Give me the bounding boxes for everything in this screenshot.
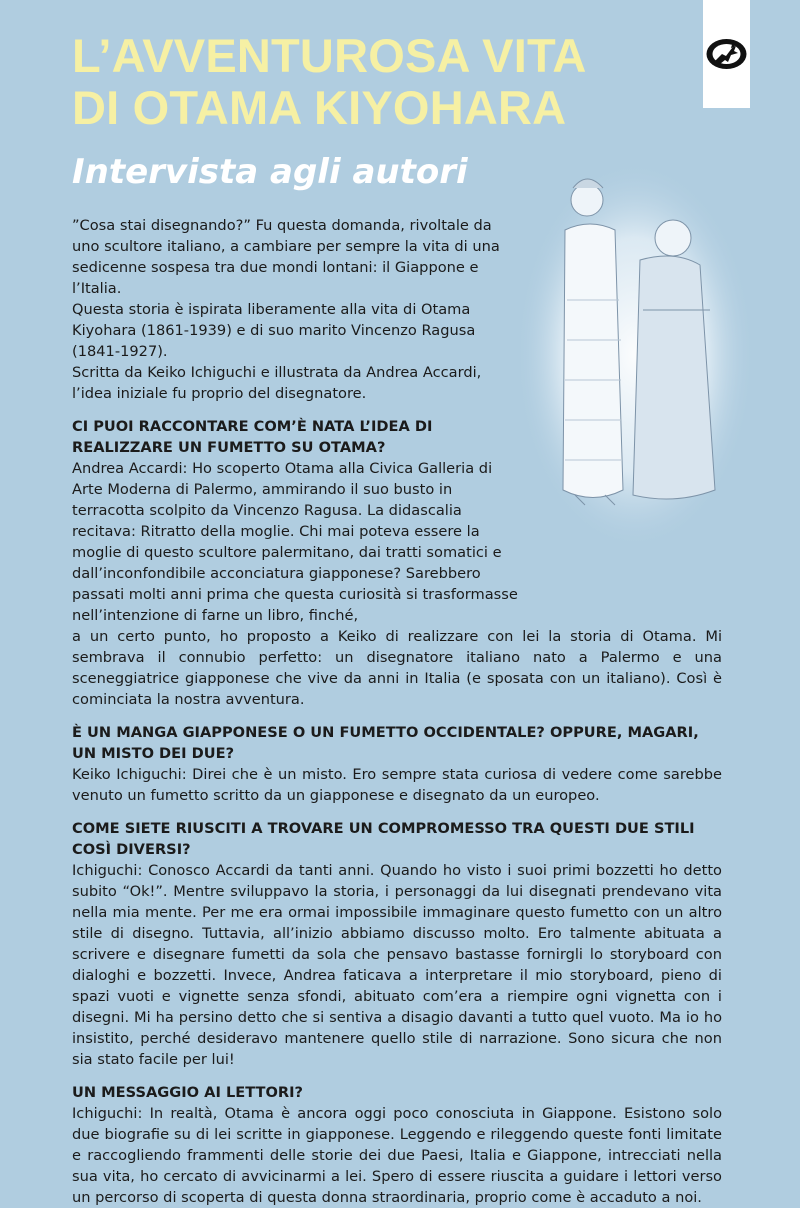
question-heading: COME SIETE RIUSCITI A TROVARE UN COMPROMESSO TRA QUESTI DUE STILI COSÌ DIVERSI? [72, 820, 695, 858]
question-heading: CI PUOI RACCONTARE COM’È NATA L’IDEA DI REALIZZARE UN FUMETTO SU OTAMA? [72, 418, 433, 456]
page-title [72, 30, 587, 134]
intro-paragraph: Scritta da Keiko Ichiguchi e illustrata da Andrea Accardi, l’idea iniziale fu proprio del disegnatore. [72, 364, 482, 402]
horse-rider-logo-icon [704, 36, 749, 72]
answer-paragraph: Ichiguchi: In realtà, Otama è ancora oggi poco conosciuta in Giappone. Esistono solo due biografie su di lei scritte in giapponese. Leggendo e rileggendo queste fonti limitate e raccogliendo frammenti delle storie dei due Paesi, Italia e Giappone, intrecciati nella sua vita, ho cercato di avvicinarmi a lei. Spero di essere riuscita a guidare i lettori verso un percorso di scoperta di questa donna straordinaria, proprio come è accaduto a noi. [72, 1105, 722, 1206]
answer-paragraph: Keiko Ichiguchi: Direi che è un misto. Ero sempre stata curiosa di vedere come sarebbe venuto un fumetto scritto da un giapponese e disegnato da un europeo. [72, 766, 722, 804]
intro-paragraph: ”Cosa stai disegnando?” Fu questa domanda, rivoltale da uno scultore italiano, a cambiare per sempre la vita di una sedicenne sospesa tra due mondi lontani: il Giappone e l’Italia. [72, 217, 500, 297]
article-body [72, 215, 722, 1208]
question-heading: UN MESSAGGIO AI LETTORI? [72, 1084, 304, 1101]
answer-paragraph: Andrea Accardi: Ho scoperto Otama alla Civica Galleria di Arte Moderna di Palermo, ammirando il suo busto in terracotta scolpito da Vincenzo Ragusa. La didascalia recitava: Ritratto della moglie. Chi mai poteva essere la moglie di questo scultore palermitano, dai tratti somatici e dall’inconfondibile acconciatura giapponese? Sarebbero passati molti anni prima che questa curiosità si trasformasse nell’intenzione di farne un libro, finché, [72, 460, 518, 624]
question-heading: È UN MANGA GIAPPONESE O UN FUMETTO OCCIDENTALE? OPPURE, MAGARI, UN MISTO DEI DUE? [72, 724, 699, 762]
answer-paragraph: Ichiguchi: Conosco Accardi da tanti anni. Quando ho visto i suoi primi bozzetti ho detto subito “Ok!”. Mentre sviluppavo la storia, i personaggi da lui disegnati prendevano vita nella mia mente. Per me era ormai impossibile immaginare questo fumetto con un altro stile di disegno. Tuttavia, all’inizio abbiamo discusso molto. Ero talmente abituata a scrivere e disegnare fumetti da sola che pensavo bastasse fornirgli lo storyboard con dialoghi e bozzetti. Invece, Andrea faticava a interpretare il mio storyboard, pieno di spazi vuoti e vignette senza sfondi, abituato com’era a riempire ogni vignetta con i disegni. Mi ha persino detto che si sentiva a disagio davanti a tutto quel vuoto. Ma io ho insistito, perché desideravo mantenere quello stile di narrazione. Sono sicura che non sia stato facile per lui! [72, 862, 722, 1068]
intro-block [72, 215, 517, 404]
answer-paragraph: a un certo punto, ho proposto a Keiko di realizzare con lei la storia di Otama. Mi sembrava il connubio perfetto: un disegnatore italiano nato a Palermo e una sceneggiatrice giapponese che vive da anni in Italia (e sposata con un italiano). Così è cominciata la nostra avventura. [72, 628, 722, 708]
page-subtitle: Intervista agli autori [72, 152, 468, 192]
title-line-1: L’AVVENTUROSA VITA [72, 29, 587, 82]
publisher-logo [703, 0, 750, 108]
intro-paragraph: Questa storia è ispirata liberamente alla vita di Otama Kiyohara (1861-1939) e di suo marito Vincenzo Ragusa (1841-1927). [72, 301, 476, 360]
title-line-2: DI OTAMA KIYOHARA [72, 81, 567, 134]
